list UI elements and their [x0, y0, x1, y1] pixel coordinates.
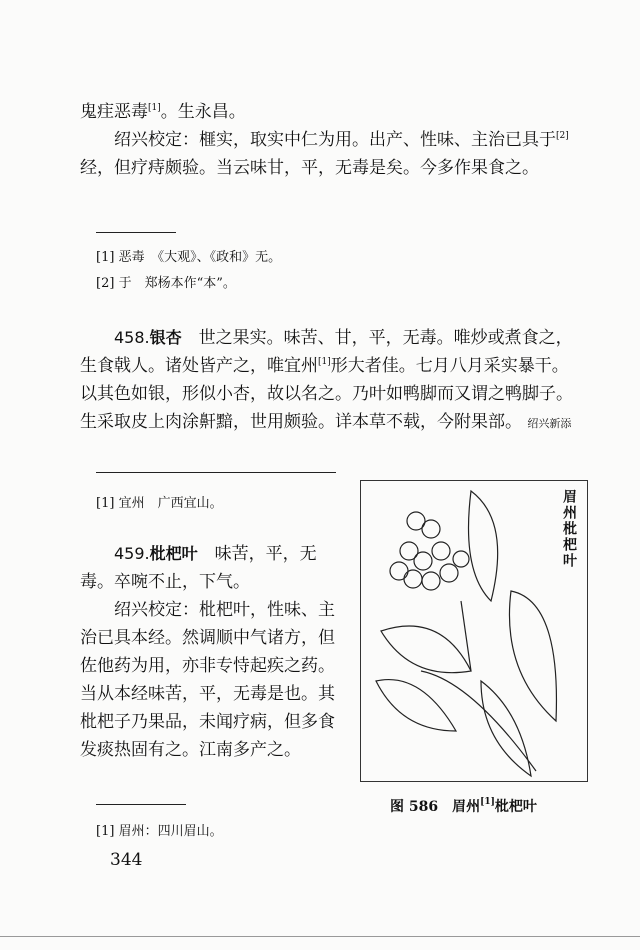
footnote-divider — [96, 472, 336, 473]
footnote — [96, 274, 236, 294]
footnote-mark: [1] — [318, 357, 331, 367]
entry-heading — [114, 328, 182, 347]
footnote-divider — [96, 232, 176, 233]
footnote-mark: [1] — [480, 797, 495, 807]
footnote-mark: [2] — [556, 131, 569, 141]
footnote — [96, 248, 281, 268]
footnote — [96, 822, 223, 842]
footnote-text: 宜州 广西宜山。 — [118, 496, 223, 511]
paragraph: 绍兴校定：枇杷叶，性味、主治已具本经。然调顺中气诸方，但佐他药为用，亦非专恃起疾之药。当从本经味苦，平，无毒是也。其枇杷子乃果品，未闻疗病，但多食发痰热固有之。江南多产之。 — [80, 600, 335, 760]
entry-title: 银杏 — [149, 328, 182, 347]
entry-heading — [114, 544, 198, 563]
loquat-illustration — [361, 481, 587, 781]
scan-edge-line — [0, 936, 640, 937]
footnote — [96, 494, 223, 514]
text: 形大者佳。七月八月采实暴干。以其色如银，形似小杏，故以名之。乃叶如鸭脚而又谓之鸭脚子。生采取皮上肉涂鼾黯，世用颇验。详本草不载，今附果部。 — [80, 356, 573, 432]
footnote-mark: [1] — [96, 824, 115, 839]
footnote-divider — [96, 804, 186, 805]
caption-text: 图 586 眉州 — [390, 799, 481, 815]
text: 世之果实。味苦、甘，平，无毒。唯炒或煮食之，生食戟人。诸处皆产之，唯宜州 — [80, 328, 573, 376]
paragraph-line — [80, 98, 580, 126]
entry-number: 459. — [114, 544, 150, 563]
footnote-mark: [1] — [148, 103, 161, 113]
footnote-mark: [2] — [96, 276, 115, 291]
text: 经，但疗痔颇验。当云味甘，平，无毒是矣。今多作果食之。 — [80, 158, 539, 178]
figure-caption — [390, 796, 537, 816]
footnote-text: 于 郑杨本作“本”。 — [118, 276, 236, 291]
footnote-text: 恶毒 《大观》、《政和》无。 — [118, 250, 282, 265]
source-tag: 绍兴新添 — [527, 417, 572, 430]
entry-459 — [80, 540, 340, 596]
text: 绍兴校定：榧实，取实中仁为用。出产、性味、主治已具于 — [114, 130, 556, 150]
footnote-text: 眉州：四川眉山。 — [118, 824, 223, 839]
footnote-mark: [1] — [96, 250, 115, 265]
entry-458 — [80, 324, 580, 438]
entry-title: 枇杷叶 — [149, 544, 198, 563]
text: 。生永昌。 — [160, 102, 246, 122]
text: 味苦，平，无毒。卒啘不止，下气。 — [80, 544, 317, 592]
figure-vertical-caption: 眉州枇杷叶 — [561, 489, 577, 569]
paragraph — [80, 126, 580, 182]
text: 鬼疰恶毒 — [80, 102, 148, 122]
entry-number: 458. — [114, 328, 150, 347]
caption-text: 枇杷叶 — [494, 799, 537, 815]
page-number: 344 — [110, 850, 143, 870]
footnote-mark: [1] — [96, 496, 115, 511]
illustration-frame — [360, 480, 588, 782]
branch — [421, 671, 536, 771]
